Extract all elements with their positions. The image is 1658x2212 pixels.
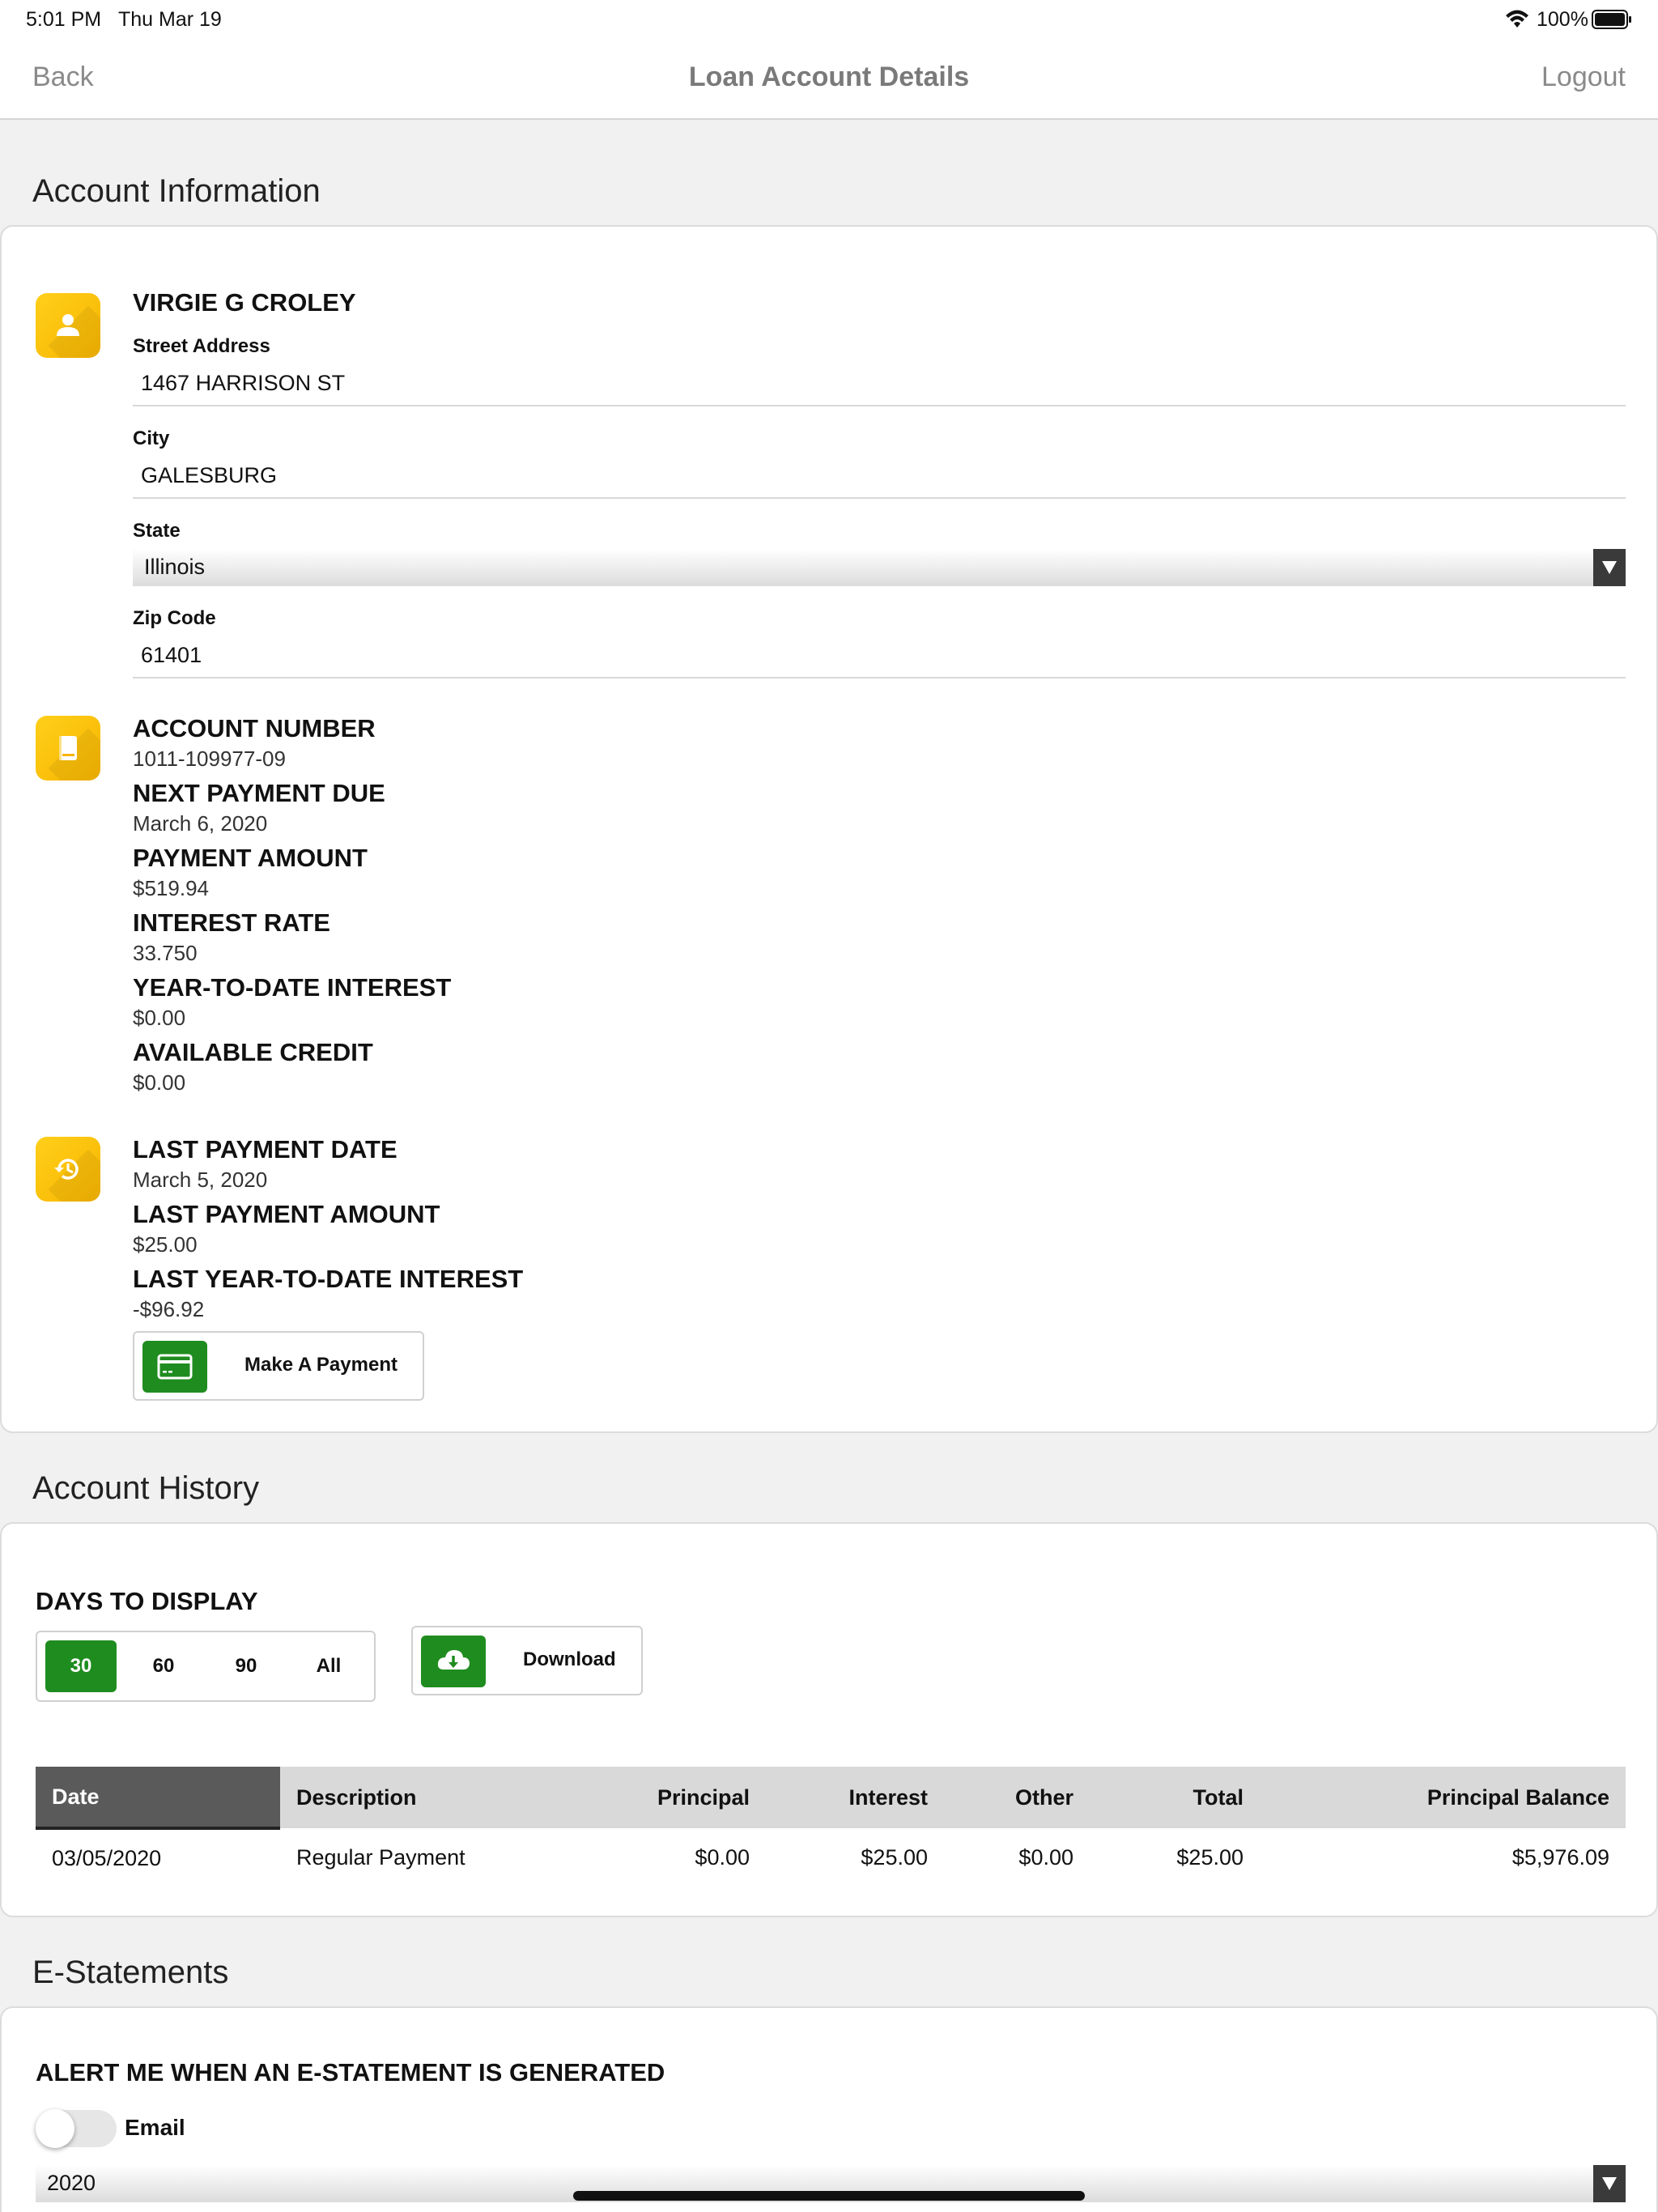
days-option-all[interactable]: All <box>316 1655 342 1677</box>
cell-principal-balance: $5,976.09 <box>1511 1844 1609 1870</box>
back-button[interactable]: Back <box>32 62 94 92</box>
state-select[interactable] <box>133 549 1626 586</box>
credit-card-icon <box>142 1341 207 1393</box>
history-table <box>36 1767 1626 1887</box>
column-header-principal[interactable]: Principal <box>588 1767 766 1828</box>
city-field[interactable]: GALESBURG <box>133 453 1626 499</box>
next-payment-due-label: NEXT PAYMENT DUE <box>133 779 385 807</box>
account-number-value: 1011-109977-09 <box>133 747 286 771</box>
column-header-total[interactable]: Total <box>1090 1767 1260 1828</box>
account-holder-name: VIRGIE G CROLEY <box>133 288 356 317</box>
column-header-date[interactable]: Date <box>36 1767 280 1828</box>
status-date: Thu Mar 19 <box>118 8 222 31</box>
available-credit-label: AVAILABLE CREDIT <box>133 1038 373 1066</box>
payment-amount-value: $519.94 <box>133 876 209 900</box>
column-header-other[interactable]: Other <box>944 1767 1090 1828</box>
account-information-heading: Account Information <box>32 173 321 209</box>
zip-code-field[interactable]: 61401 <box>133 633 1626 678</box>
zip-code-label: Zip Code <box>133 607 216 629</box>
logout-button[interactable]: Logout <box>1541 62 1626 92</box>
battery-percentage: 100% <box>1537 8 1588 31</box>
battery-icon <box>1592 10 1632 29</box>
state-dropdown-button[interactable] <box>1593 549 1626 586</box>
e-statements-card <box>0 2006 1658 2212</box>
email-alert-toggle[interactable] <box>36 2110 117 2147</box>
cell-interest: $25.00 <box>861 1844 928 1870</box>
days-option-30[interactable]: 30 <box>45 1640 117 1692</box>
next-payment-due-value: March 6, 2020 <box>133 811 268 836</box>
days-segmented-control <box>36 1631 376 1702</box>
statement-year-value: 2020 <box>47 2171 96 2195</box>
e-statement-alert-label: ALERT ME WHEN AN E-STATEMENT IS GENERATED <box>36 2058 665 2087</box>
last-payment-amount-value: $25.00 <box>133 1232 198 1257</box>
street-address-label: Street Address <box>133 335 270 357</box>
days-to-display-label: DAYS TO DISPLAY <box>36 1587 258 1615</box>
cell-description: Regular Payment <box>296 1844 466 1870</box>
status-time: 5:01 PM <box>26 8 102 31</box>
home-indicator <box>573 2191 1085 2201</box>
last-ytd-interest-label: LAST YEAR-TO-DATE INTEREST <box>133 1265 524 1293</box>
ytd-interest-value: $0.00 <box>133 1006 186 1030</box>
cell-date: 03/05/2020 <box>52 1845 162 1870</box>
state-selected-value: Illinois <box>144 555 206 579</box>
street-address-field[interactable]: 1467 HARRISON ST <box>133 361 1626 406</box>
account-history-card <box>0 1522 1658 1917</box>
days-option-60[interactable]: 60 <box>152 1655 175 1677</box>
interest-rate-value: 33.750 <box>133 941 198 965</box>
wifi-icon <box>1504 8 1530 29</box>
book-icon <box>36 716 100 781</box>
status-bar <box>0 0 1658 39</box>
triangle-down-icon <box>1601 2176 1618 2191</box>
download-label: Download <box>523 1648 616 1670</box>
days-option-90[interactable]: 90 <box>235 1655 257 1677</box>
last-ytd-interest-value: -$96.92 <box>133 1297 205 1321</box>
last-payment-date-value: March 5, 2020 <box>133 1168 268 1192</box>
cell-other: $0.00 <box>1018 1844 1073 1870</box>
column-header-principal-balance[interactable]: Principal Balance <box>1260 1767 1626 1828</box>
state-label: State <box>133 520 181 542</box>
interest-rate-label: INTEREST RATE <box>133 908 330 937</box>
history-table-header <box>36 1767 1626 1828</box>
account-history-heading: Account History <box>32 1470 260 1506</box>
last-payment-date-label: LAST PAYMENT DATE <box>133 1135 397 1163</box>
cell-total: $25.00 <box>1176 1844 1244 1870</box>
city-label: City <box>133 428 170 449</box>
account-information-card <box>0 225 1658 1433</box>
triangle-down-icon <box>1601 560 1618 575</box>
history-icon <box>36 1137 100 1202</box>
navigation-bar <box>0 39 1658 120</box>
make-payment-label: Make A Payment <box>244 1354 397 1376</box>
email-label: Email <box>125 2115 185 2140</box>
ytd-interest-label: YEAR-TO-DATE INTEREST <box>133 973 452 1002</box>
make-payment-button[interactable] <box>133 1331 424 1401</box>
person-icon <box>36 293 100 358</box>
column-header-interest[interactable]: Interest <box>766 1767 944 1828</box>
toggle-knob <box>36 2109 74 2148</box>
download-button[interactable] <box>411 1626 643 1695</box>
available-credit-value: $0.00 <box>133 1070 186 1095</box>
e-statements-heading: E-Statements <box>32 1955 229 1990</box>
column-header-description[interactable]: Description <box>280 1767 588 1828</box>
page-title: Loan Account Details <box>688 62 970 92</box>
table-row <box>36 1828 1626 1887</box>
cloud-download-icon <box>421 1636 486 1687</box>
cell-principal: $0.00 <box>695 1844 750 1870</box>
year-dropdown-button[interactable] <box>1593 2165 1626 2202</box>
payment-amount-label: PAYMENT AMOUNT <box>133 844 368 872</box>
last-payment-amount-label: LAST PAYMENT AMOUNT <box>133 1200 440 1228</box>
account-number-label: ACCOUNT NUMBER <box>133 714 376 742</box>
